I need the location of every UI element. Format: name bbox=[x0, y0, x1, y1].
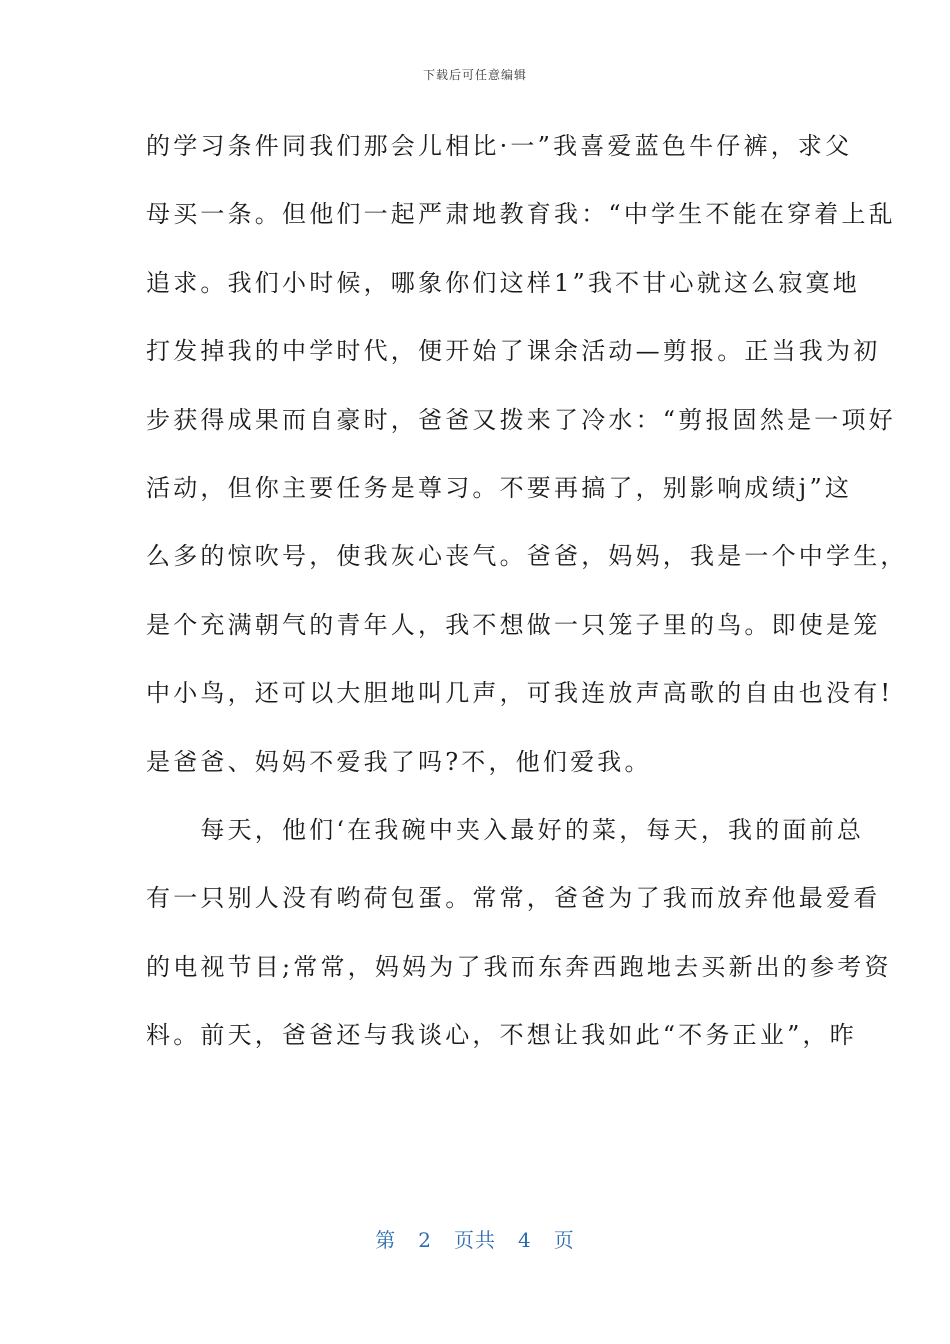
text-line: 每天，他们‘在我碗中夹入最好的菜，每天，我的面前总 bbox=[146, 815, 865, 844]
footer-label-di: 第 bbox=[375, 1228, 397, 1252]
document-body bbox=[146, 120, 908, 1077]
page-header: 下载后可任意编辑 bbox=[422, 68, 527, 82]
text-line: 的电视节目;常常，妈妈为了我而东奔西跑地去买新出的参考资 bbox=[146, 952, 892, 981]
text-line: 么多的惊吹号，使我灰心丧气。爸爸，妈妈，我是一个中学生， bbox=[146, 542, 908, 571]
text-line: 是个充满朝气的青年人，我不想做一只笼子里的鸟。即使是笼 bbox=[146, 610, 881, 639]
page-footer bbox=[0, 1224, 950, 1253]
footer-label-ye: 页 bbox=[553, 1228, 575, 1252]
footer-label-ye-gong: 页共 bbox=[454, 1228, 496, 1252]
text-line: 中小鸟，还可以大胆地叫几声，可我连放声高歌的自由也没有! bbox=[146, 679, 894, 708]
page-number-total: 4 bbox=[518, 1228, 532, 1252]
text-line: 步获得成果而自豪时，爸爸又拨来了冷水：“剪报固然是一项好 bbox=[146, 405, 896, 434]
text-line: 打发掉我的中学时代，便开始了课余活动—剪报。正当我为初 bbox=[146, 337, 881, 366]
text-line: 母买一条。但他们一起严肃地教育我：“中学生不能在穿着上乱 bbox=[146, 200, 896, 229]
page-number-current: 2 bbox=[418, 1228, 432, 1252]
text-line: 的学习条件同我们那会儿相比·一”我喜爱蓝色牛仔裤，求父 bbox=[146, 132, 853, 160]
text-line: 活动，但你主要任务是尊习。不要再搞了，别影响成绩j”这 bbox=[146, 473, 853, 502]
text-line: 有一只别人没有哟荷包蛋。常常，爸爸为了我而放弃他最爱看 bbox=[146, 884, 881, 913]
text-line: 是爸爸、妈妈不爱我了吗?不，他们爱我。 bbox=[146, 747, 652, 776]
text-line: 追求。我们小时候，哪象你们这样1”我不甘心就这么寂寞地 bbox=[146, 268, 860, 297]
text-line: 料。前天，爸爸还与我谈心，不想让我如此“不务正业”，昨 bbox=[146, 1021, 857, 1050]
